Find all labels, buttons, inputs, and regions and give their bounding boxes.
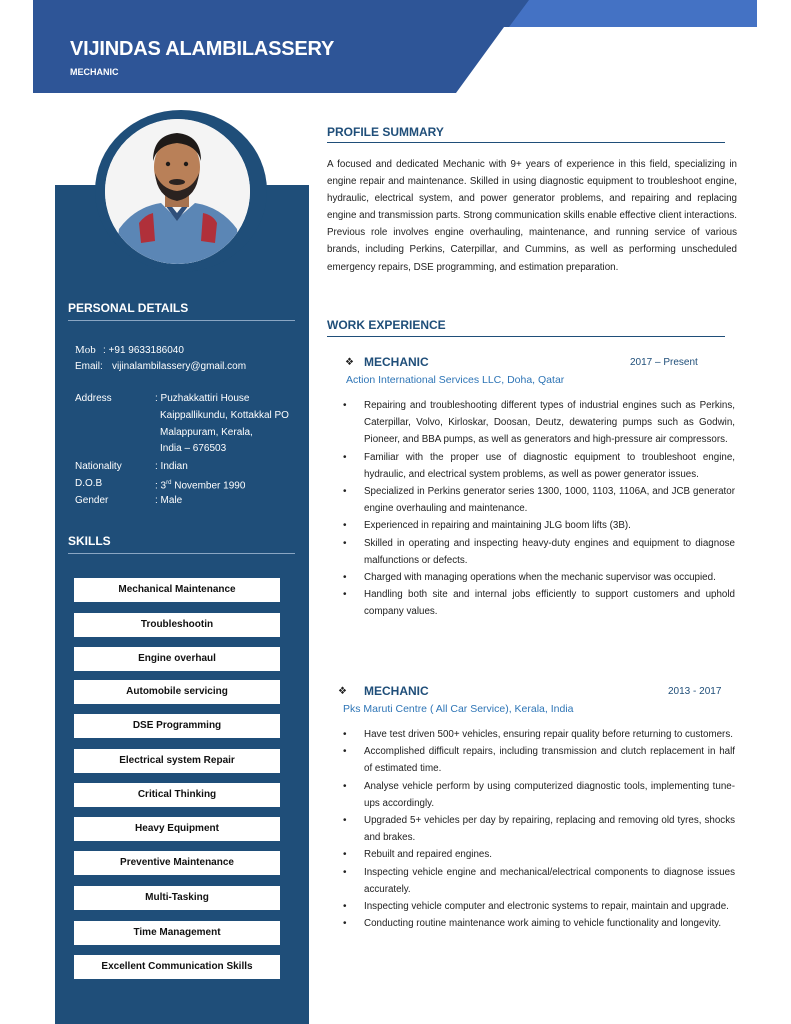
dob-ordinal: rd (166, 480, 172, 486)
list-item: • Experienced in repairing and maintaining JLG boom lifts (3B). (343, 517, 735, 534)
job-company: Action International Services LLC, Doha, Qatar (346, 374, 565, 386)
dob-label: D.O.B (75, 478, 103, 489)
skills-divider (68, 553, 295, 554)
skill-item: DSE Programming (74, 714, 280, 738)
skill-item: Automobile servicing (74, 680, 280, 704)
list-item: • Familiar with the proper use of diagnostic equipment to troubleshoot engine, hydraulic, and electrical system problems, as well as power generator issues. (343, 449, 735, 483)
list-item: • Repairing and troubleshooting different types of industrial engines such as Perkins, Caterpillar, Volvo, Kirloskar, Doosan, Deutz, dewatering pumps such as Godwin, Pioneer, and BBA pumps, as well as generators and high-pressure air compressors. (343, 397, 735, 449)
nationality-label: Nationality (75, 461, 122, 472)
list-item: • Inspecting vehicle engine and mechanical/electrical components to diagnose issues accurately. (343, 864, 735, 898)
address-line-3: Malappuram, Kerala, (160, 427, 253, 438)
gender-label: Gender (75, 495, 109, 506)
job-dates: 2013 - 2017 (668, 686, 722, 697)
list-item: • Charged with managing operations when the mechanic supervisor was occupied. (343, 569, 735, 586)
personal-details-divider (68, 320, 295, 321)
work-experience-divider (327, 336, 725, 337)
job-company: Pks Maruti Centre ( All Car Service), Kerala, India (343, 703, 574, 715)
address-line-1: : Puzhakkattiri House (155, 393, 250, 404)
list-item: • Upgraded 5+ vehicles per day by repairing, replacing and removing old tyres, shocks and brakes. (343, 812, 735, 846)
profile-summary-divider (327, 142, 725, 143)
person-avatar-illustration (105, 119, 250, 264)
skill-item: Multi-Tasking (74, 886, 280, 910)
list-item: • Analyse vehicle perform by using computerized diagnostic tools, implementing tune-ups accordingly. (343, 778, 735, 812)
job-dates: 2017 – Present (630, 357, 698, 368)
skill-item: Engine overhaul (74, 647, 280, 671)
email-label: Email: (75, 361, 103, 372)
skill-item: Mechanical Maintenance (74, 578, 280, 602)
dob-rest: November 1990 (171, 480, 246, 492)
job-bullet-list (343, 726, 735, 932)
profile-summary-text: A focused and dedicated Mechanic with 9+ years of experience in this field, specializing in engine repair and maintenance. Skilled in using diagnostic equipment to troubleshoot engine, hydraulic, electrical system, and power generator problems, and repairing and replacing engine and transmission parts. Strong communication skills enable effective client interactions. Previous role involves engine overhauling, maintenance, and running service of various brands, including Perkins, Caterpillar, and Cummins, as well as performing unscheduled emergency repairs, DSE programming, and estimation preparation. (327, 159, 737, 273)
job-role: MECHANIC (364, 355, 429, 369)
job-title: MECHANIC (70, 67, 119, 77)
personal-details-heading: PERSONAL DETAILS (68, 301, 189, 315)
gender-value: : Male (155, 495, 183, 506)
skill-item: Troubleshootin (74, 613, 280, 637)
list-item: • Inspecting vehicle computer and electronic systems to repair, maintain and upgrade. (343, 898, 735, 915)
list-item: • Specialized in Perkins generator series 1300, 1000, 1103, 1106A, and JCB generator engine overhauling and maintenance. (343, 483, 735, 517)
candidate-name: VIJINDAS ALAMBILASSERY (70, 38, 335, 60)
list-item: • Conducting routine maintenance work aiming to vehicle functionality and longevity. (343, 915, 735, 932)
address-label: Address (75, 393, 112, 404)
address-line-2: Kaippallikundu, Kottakkal PO (160, 410, 289, 421)
skill-item: Critical Thinking (74, 783, 280, 807)
skill-item: Electrical system Repair (74, 749, 280, 773)
skills-heading: SKILLS (68, 534, 111, 548)
list-item: • Rebuilt and repaired engines. (343, 846, 735, 863)
email-value[interactable]: vijinalambilassery@gmail.com (112, 361, 247, 372)
mobile-label: Mob (75, 344, 96, 356)
job-bullet-list (343, 397, 735, 621)
job-role: MECHANIC (364, 684, 429, 698)
skill-item: Heavy Equipment (74, 817, 280, 841)
profile-summary-heading: PROFILE SUMMARY (327, 125, 444, 139)
diamond-bullet-icon: ❖ (345, 357, 354, 368)
mobile-value: : +91 9633186040 (103, 345, 184, 356)
list-item: • Accomplished difficult repairs, including transmission and clutch replacement in half of estimated time. (343, 743, 735, 777)
work-experience-heading: WORK EXPERIENCE (327, 318, 446, 332)
dob-prefix: : 3 (155, 480, 167, 492)
skill-item: Preventive Maintenance (74, 851, 280, 875)
profile-photo (105, 119, 250, 264)
list-item: • Handling both site and internal jobs efficiently to support customers and uphold company values. (343, 586, 735, 620)
dob-value (155, 477, 245, 492)
list-item: • Skilled in operating and inspecting heavy-duty engines and equipment to diagnose malfunctions or defects. (343, 535, 735, 569)
skill-item: Time Management (74, 921, 280, 945)
address-line-4: India – 676503 (160, 443, 227, 454)
diamond-bullet-icon: ❖ (338, 686, 347, 697)
nationality-value: : Indian (155, 461, 188, 472)
skill-item: Excellent Communication Skills (74, 955, 280, 979)
list-item: • Have test driven 500+ vehicles, ensuring repair quality before returning to customers. (343, 726, 735, 743)
